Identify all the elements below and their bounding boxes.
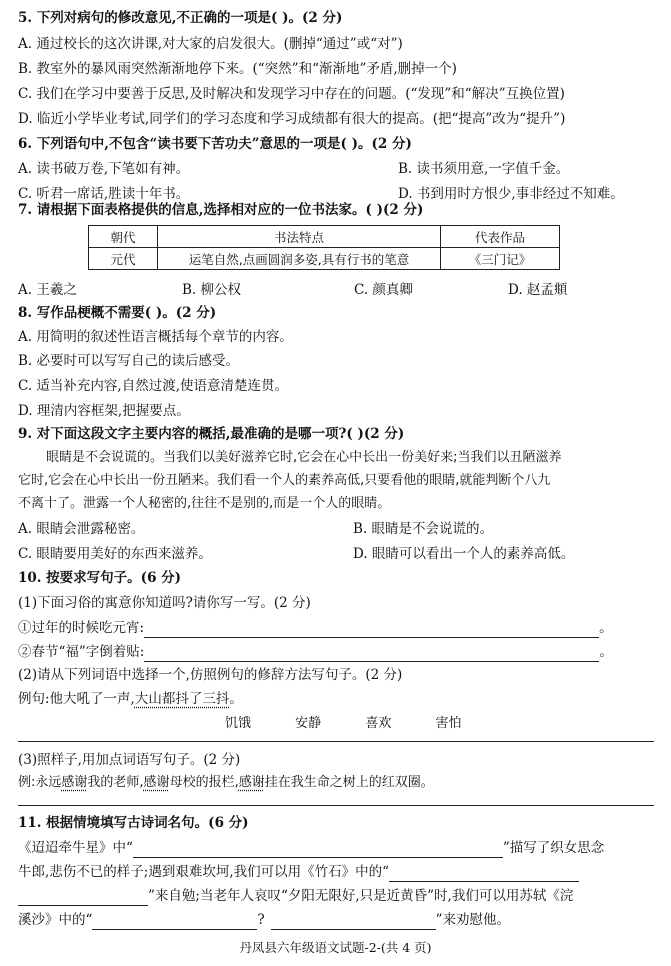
answer-blank[interactable] xyxy=(144,623,599,638)
table-header: 代表作品 xyxy=(441,226,560,248)
q6-option-a: A. 读书破万卷,下笔如有神。 xyxy=(18,161,190,177)
table-cell: 《三门记》 xyxy=(441,248,560,270)
q7-option-d: D. 赵孟頫 xyxy=(508,282,568,298)
q11-text: ”来自勉;当老年人哀叹“夕阳无限好,只是近黄昏”时,我们可以用苏轼《浣 xyxy=(148,888,574,904)
table-cell: 元代 xyxy=(89,248,158,270)
q9-options-row1 xyxy=(18,519,493,539)
q5-option-a: A. 通过校长的这次讲课,对大家的启发很大。(删掉“通过”或“对”) xyxy=(18,36,403,52)
q8-option-a: A. 用简明的叙述性语言概括每个章节的内容。 xyxy=(18,329,293,345)
q9-options-row2 xyxy=(18,544,574,564)
q9-stem: 9. 对下面这段文字主要内容的概括,最准确的是哪一项?( )(2 分) xyxy=(18,426,405,442)
q6-option-c: C. 听君一席话,胜读十年书。 xyxy=(18,186,190,202)
q10-sub1-item2-label: ②春节“福”字倒着贴: xyxy=(18,644,145,660)
q8-option-d: D. 理清内容框架,把握要点。 xyxy=(18,403,190,419)
example-dotted: 大山都抖了三抖 xyxy=(134,691,230,707)
q9-option-c: C. 眼睛要用美好的东西来滋养。 xyxy=(18,546,212,562)
q9-option-b: B. 眼睛是不会说谎的。 xyxy=(353,521,494,537)
answer-line[interactable] xyxy=(18,805,654,806)
q9-passage-line1: 眼睛是不会说谎的。当我们以美好滋养它时,它会在心中长出一份美好来;当我们以丑陋滋养 xyxy=(46,450,562,465)
table-row xyxy=(89,248,560,270)
q9-option-d: D. 眼睛可以看出一个人的素养高低。 xyxy=(353,546,575,562)
example3-prefix: 例:永远 xyxy=(18,775,62,790)
q11-text: ? xyxy=(257,912,265,928)
q6-option-b: B. 读书须用意,一字值千金。 xyxy=(398,161,570,177)
answer-blank[interactable] xyxy=(133,843,503,858)
q7-options xyxy=(18,280,567,300)
table-header: 朝代 xyxy=(89,226,158,248)
q10-sub1-item1 xyxy=(18,618,613,638)
q6-stem: 6. 下列语句中,不包含“读书要下苦功夫”意思的一项是( )。(2 分) xyxy=(18,136,412,152)
q6-option-d: D. 书到用时方恨少,事非经过不知难。 xyxy=(398,186,624,202)
q5-option-c: C. 我们在学习中要善于反思,及时解决和发现学习中存在的问题。(“发现”和“解决”互换位置) xyxy=(18,86,565,102)
answer-line[interactable] xyxy=(18,741,654,742)
q11-line2 xyxy=(18,862,579,882)
q8-stem: 8. 写作品梗概不需要( )。(2 分) xyxy=(18,305,217,321)
answer-blank[interactable] xyxy=(92,915,257,930)
q7-option-b: B. 柳公权 xyxy=(182,282,242,298)
q11-line1 xyxy=(18,838,604,858)
q7-option-a: A. 王羲之 xyxy=(18,282,77,298)
q7-stem: 7. 请根据下面表格提供的信息,选择相对应的一位书法家。( )(2 分) xyxy=(18,202,424,218)
q9-passage-line2: 它时,它会在心中长出一份丑陋来。我们看一个人的素养高低,只要看他的眼睛,就能判断个八九 xyxy=(18,473,551,488)
example-prefix: 例句:他大吼了一声, xyxy=(18,691,135,707)
q10-sub1-item2 xyxy=(18,642,613,662)
q11-text: 牛郎,悲伤不已的样子;遇到艰难坎坷,我们可以用《竹石》中的“ xyxy=(18,864,390,880)
q11-line3 xyxy=(18,886,573,906)
q5-option-b: B. 教室外的暴风雨突然渐渐地停下来。(“突然”和“渐渐地”矛盾,删掉一个) xyxy=(18,61,457,77)
word-choice: 害怕 xyxy=(435,716,462,731)
q10-sub3: (3)照样子,用加点词语写句子。(2 分) xyxy=(18,752,241,768)
q11-line4 xyxy=(18,910,510,930)
q8-option-b: B. 必要时可以写写自己的读后感受。 xyxy=(18,353,240,369)
table-header: 书法特点 xyxy=(158,226,441,248)
q10-stem: 10. 按要求写句子。(6 分) xyxy=(18,570,182,586)
word-choices xyxy=(225,712,501,731)
calligrapher-table xyxy=(88,225,560,270)
example3-text: 我的老师, xyxy=(87,775,144,790)
example3-text: 挂在我生命之树上的红双圈。 xyxy=(264,775,434,790)
end-mark: 。 xyxy=(599,644,613,660)
q10-example xyxy=(18,689,243,709)
end-mark: 。 xyxy=(599,620,613,636)
answer-blank[interactable] xyxy=(271,915,436,930)
example3-dotted-word: 感谢 xyxy=(143,775,170,790)
q9-passage-line3: 不离十了。泄露一个人秘密的,往往不是别的,而是一个人的眼睛。 xyxy=(18,496,391,511)
q10-example3 xyxy=(18,773,434,793)
q5-stem: 5. 下列对病句的修改意见,不正确的一项是( )。(2 分) xyxy=(18,10,343,26)
q11-text: 《迢迢牵牛星》中“ xyxy=(18,840,133,856)
word-choice: 安静 xyxy=(295,716,322,731)
answer-blank[interactable] xyxy=(18,891,148,906)
word-choice: 饥饿 xyxy=(225,716,252,731)
q11-text: ”来劝慰他。 xyxy=(435,912,511,928)
answer-blank[interactable] xyxy=(144,647,599,662)
q9-option-a: A. 眼睛会泄露秘密。 xyxy=(18,521,145,537)
page-footer: 丹凤县六年级语文试题-2-(共 4 页) xyxy=(239,940,432,955)
example3-text: 母校的报栏, xyxy=(169,775,239,790)
q10-sub2: (2)请从下列词语中选择一个,仿照例句的修辞方法写句子。(2 分) xyxy=(18,667,403,683)
q11-text: 溪沙》中的“ xyxy=(18,912,93,928)
answer-blank[interactable] xyxy=(389,867,579,882)
q7-option-c: C. 颜真卿 xyxy=(354,282,413,298)
q8-option-c: C. 适当补充内容,自然过渡,使语意清楚连贯。 xyxy=(18,378,289,394)
example3-dotted-word: 感谢 xyxy=(61,775,88,790)
q10-sub1: (1)下面习俗的寓意你知道吗?请你写一写。(2 分) xyxy=(18,595,311,611)
q10-sub1-item1-label: ①过年的时候吃元宵: xyxy=(18,620,145,636)
q11-text: ”描写了织女思念 xyxy=(502,840,605,856)
word-choice: 喜欢 xyxy=(365,716,392,731)
table-header-row xyxy=(89,226,560,248)
q11-stem: 11. 根据情境填写古诗词名句。(6 分) xyxy=(18,815,249,831)
example3-dotted-word: 感谢 xyxy=(238,775,265,790)
q5-option-d: D. 临近小学毕业考试,同学们的学习态度和学习成绩都有很大的提高。(把“提高”改为“提升”) xyxy=(18,111,566,127)
example-suffix: 。 xyxy=(229,691,243,707)
q6-options-row1 xyxy=(18,159,569,179)
table-cell: 运笔自然,点画圆润多姿,具有行书的笔意 xyxy=(158,248,441,270)
